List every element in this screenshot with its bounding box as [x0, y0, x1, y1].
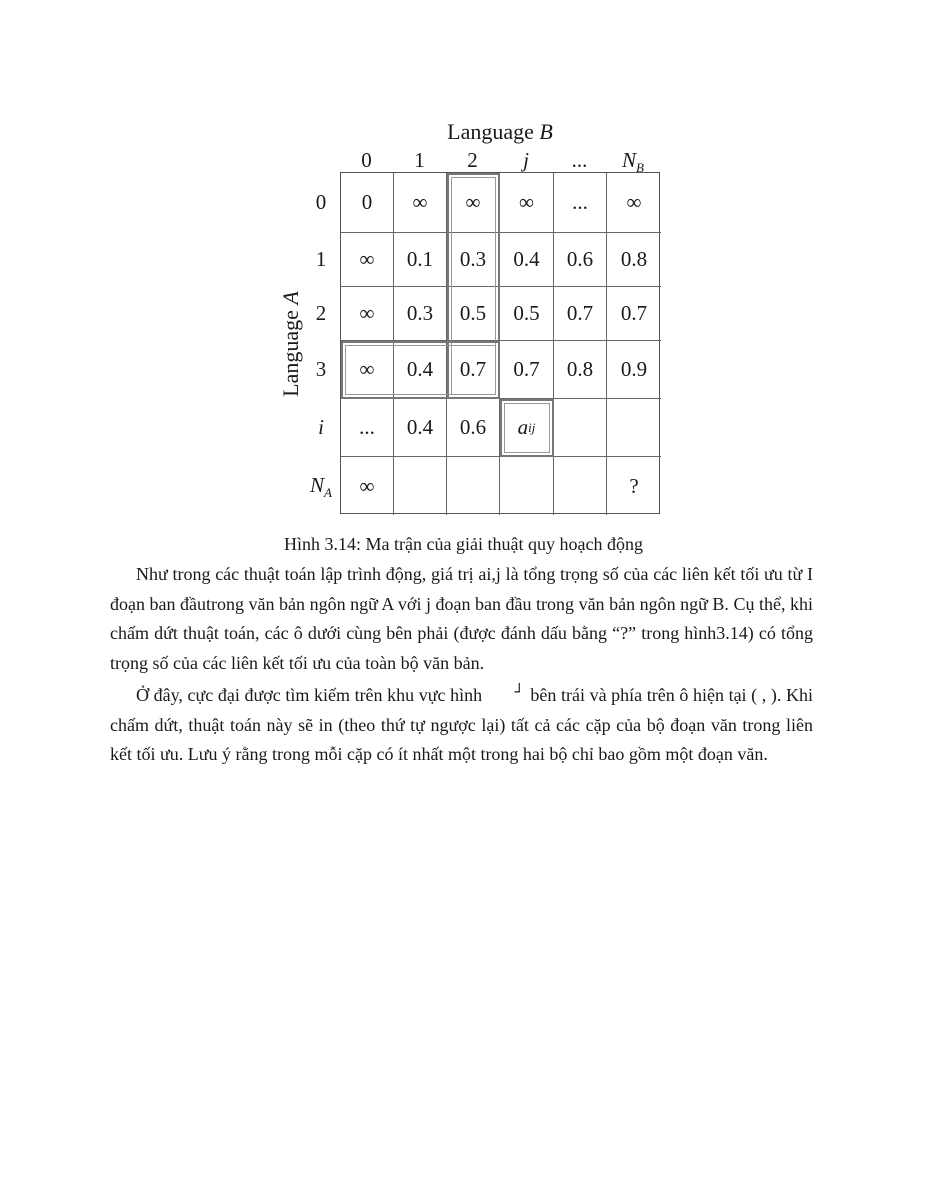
row-header: i	[318, 415, 324, 439]
matrix-cell: ?	[629, 473, 639, 498]
matrix-cell	[607, 399, 661, 457]
matrix-cell: 0.6	[554, 233, 607, 287]
column-header: 2	[467, 148, 478, 172]
matrix-cell: 0.9	[607, 341, 661, 399]
matrix-cell	[500, 457, 554, 515]
matrix-cell	[447, 457, 500, 515]
matrix-cell: 0.4	[394, 341, 447, 399]
matrix-cell: 0.4	[394, 399, 447, 457]
column-header: j	[523, 148, 529, 172]
paragraph-1: Như trong các thuật toán lập trình động, giá trị ai,j là tổng trọng số của các liên kết tối ưu từ I đoạn ban đầutrong văn bản ngôn ngữ A với j đoạn ban đầu trong văn bản ngôn ngữ B. Cụ thể, khi chấm dứt thuật toán, các ô dưới cùng bên phải (được đánh dấu bằng “?” trong hình3.14) có tổng trọng số của các liên kết tối ưu của toàn bộ văn bản.	[110, 564, 813, 673]
column-header: 1	[414, 148, 425, 172]
paragraph-2: Ở đây, cực đại được tìm kiếm trên khu vực hình ┘ bên trái và phía trên ô hiện tại ( , ). Khi chấm dứt, thuật toán này sẽ in (theo thứ tự ngược lại) tất cả các cặp của bộ đoạn văn trong liên kết tối ưu. Lưu ý rằng trong mỗi cặp có ít nhất một trong hai bộ chỉ bao gồm một đoạn văn.	[110, 678, 813, 770]
matrix-cell: 0.5	[500, 287, 554, 341]
row-header: 1	[315, 247, 327, 271]
matrix-cell: ∞	[394, 173, 447, 233]
column-header: ...	[571, 148, 588, 172]
matrix-cell: ∞	[341, 287, 394, 341]
matrix-cell: 0.4	[500, 233, 554, 287]
matrix-cell: 0.8	[607, 233, 661, 287]
matrix-cell: 0.7	[554, 287, 607, 341]
matrix-cell	[554, 457, 607, 515]
figure-caption: Hình 3.14: Ma trận của giải thuật quy hoạch động	[284, 534, 643, 554]
matrix-cell: 0.3	[447, 233, 500, 287]
language-b-label: Language B	[447, 119, 553, 144]
body-text	[110, 560, 813, 770]
row-header: $N_A$	[310, 473, 332, 501]
matrix-cell: 0	[341, 173, 394, 233]
matrix-cell: ∞	[607, 173, 661, 233]
language-a-label: Language A	[278, 291, 303, 397]
matrix-cell: ∞	[447, 173, 500, 233]
row-header: 0	[315, 190, 327, 214]
matrix-cell	[554, 399, 607, 457]
matrix-cell: 0.8	[554, 341, 607, 399]
matrix-cell: 0.3	[394, 287, 447, 341]
matrix-cell: 0.7	[607, 287, 661, 341]
matrix-cell	[394, 457, 447, 515]
row-header: 3	[315, 357, 327, 381]
matrix-cell: ∞	[341, 457, 394, 515]
row-header: 2	[315, 301, 327, 325]
matrix-cell: 0.7	[447, 341, 500, 399]
column-header: 0	[361, 148, 372, 172]
matrix-cell: 0.7	[500, 341, 554, 399]
matrix-cell: ...	[554, 173, 607, 233]
corner-symbol: ┘	[514, 683, 524, 701]
matrix-cell: ...	[341, 399, 394, 457]
matrix-cell: 0.5	[447, 287, 500, 341]
dp-matrix	[340, 172, 660, 514]
matrix-cell: 0.6	[447, 399, 500, 457]
column-header: $N_B$	[622, 148, 644, 176]
matrix-cell: ∞	[500, 173, 554, 233]
matrix-cell: ∞	[341, 341, 394, 399]
matrix-cell: 0.1	[394, 233, 447, 287]
matrix-cell: ∞	[341, 233, 394, 287]
matrix-cell: a ij	[500, 399, 554, 457]
